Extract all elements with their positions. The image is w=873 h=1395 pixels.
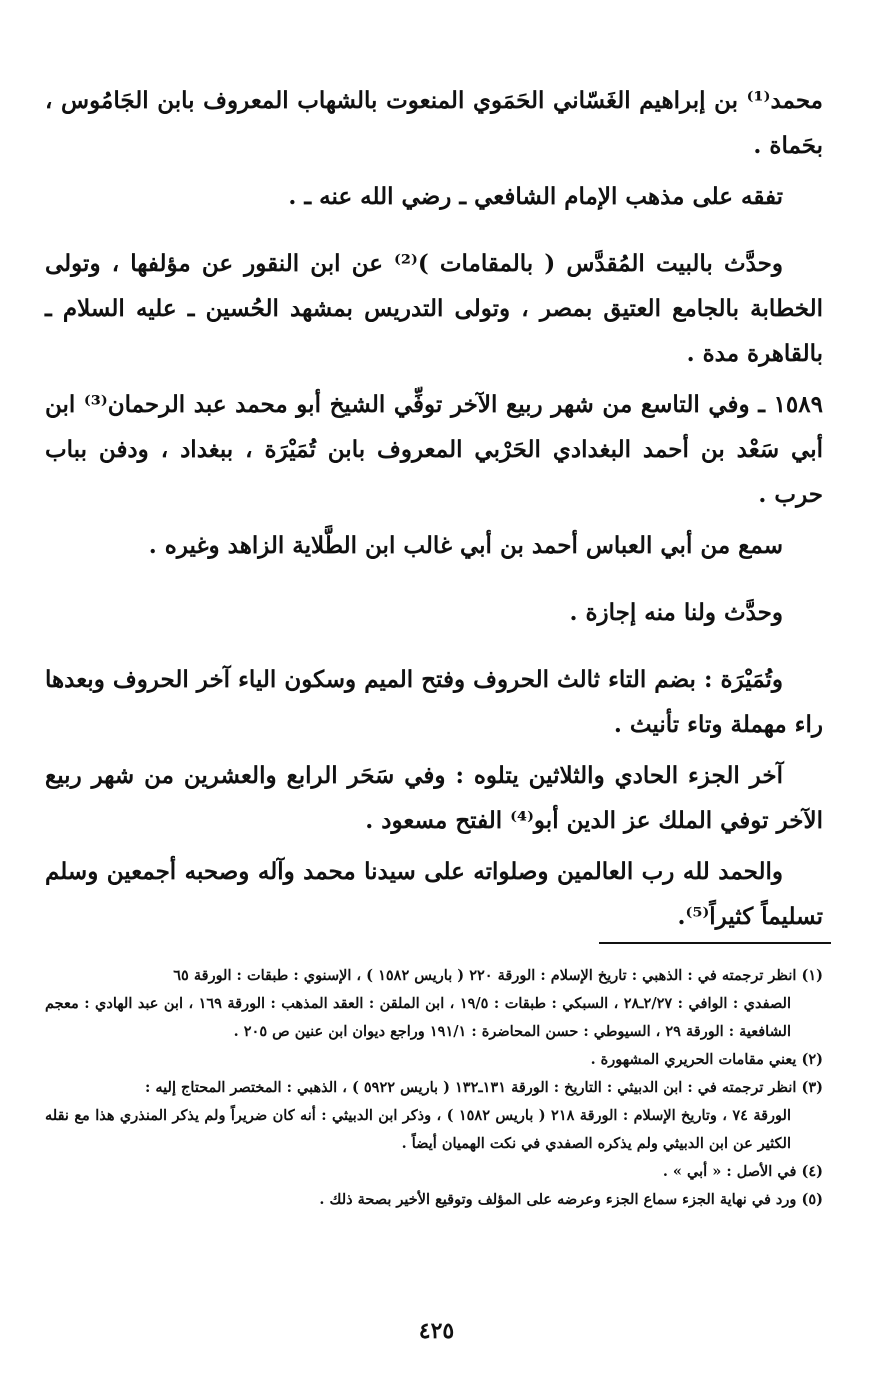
paragraph-end-of-part: آخر الجزء الحادي والثلاثين يتلوه : وفي سَحَر الرابع والعشرين من شهر ربيع الآخر توفي الملك عز الدين أبو⁽⁴⁾ الفتح مسعود . <box>45 762 823 834</box>
footnote-text: في الأصل : « أبي » . <box>662 1163 797 1180</box>
paragraph-entry-1589: ١٥٨٩ ـ وفي التاسع من شهر ربيع الآخر توفِّي الشيخ أبو محمد عبد الرحمان⁽³⁾ ابن أبي سَعْد بن أحمد البغدادي الحَرْبي المعروف بابن تُمَيْرَة ، ببغداد ، ودفن بباب حرب . <box>45 391 823 508</box>
footnote-1 <box>45 962 823 1046</box>
footnote-text: ورد في نهاية الجزء سماع الجزء وعرضه على المؤلف وتوقيع الأخير بصحة ذلك . <box>319 1191 797 1208</box>
page-number: ٤٢٥ <box>418 1318 455 1344</box>
footnote-marker: (٣) <box>801 1079 823 1096</box>
paragraph-ijaza: وحدَّث ولنا منه إجازة . <box>569 599 783 626</box>
footnote-5 <box>45 1186 823 1214</box>
footnote-3 <box>45 1074 823 1158</box>
footnote-text: انظر ترجمته في : ابن الدبيثي : التاريخ : الورقة ١٣١ـ١٣٢ ( باريس ٥٩٢٢ ) ، الذهبي : المختصر المحتاج إليه : <box>145 1079 797 1096</box>
paragraph-entry-muhammad: محمد⁽¹⁾ بن إبراهيم الغَسّاني الحَمَوي المنعوت بالشهاب المعروف بابن الجَامُوس ، بحَماة . <box>45 87 823 159</box>
main-text <box>45 78 823 945</box>
footnote-continuation: الصفدي : الوافي : ٢/٢٧ـ٢٨ ، السبكي : طبقات : ١٩/٥ ، ابن الملقن : العقد المذهب : الورقة ١٦٩ ، ابن عبد الهادي : معجم الشافعية : الورقة ٢٩ ، السيوطي : حسن المحاضرة : ١٩١/١ وراجع ديوان ابن عنين ص ٢٠٥ . <box>45 995 792 1040</box>
footnote-marker: (٥) <box>801 1191 823 1208</box>
footnote-divider <box>599 942 831 944</box>
footnotes <box>45 962 823 1214</box>
paragraph-haddath: وحدَّث بالبيت المُقدَّس ( بالمقامات )⁽²⁾ عن ابن النقور عن مؤلفها ، وتولى الخطابة بالجامع العتيق بمصر ، وتولى التدريس بمشهد الحُسين ـ عليه السلام ـ بالقاهرة مدة . <box>45 250 823 367</box>
footnote-marker: (٤) <box>801 1163 823 1180</box>
footnote-text: يعني مقامات الحريري المشهورة . <box>590 1051 797 1068</box>
footnote-4 <box>45 1158 823 1186</box>
footnote-2 <box>45 1046 823 1074</box>
footnote-text: انظر ترجمته في : الذهبي : تاريخ الإسلام : الورقة ٢٢٠ ( باريس ١٥٨٢ ) ، الإسنوي : طبقات : الورقة ٦٥ <box>173 967 797 984</box>
paragraph-closing-praise: والحمد لله رب العالمين وصلواته على سيدنا محمد وآله وصحبه أجمعين وسلم تسليماً كثيراً⁽⁵⁾. <box>45 858 823 930</box>
footnote-continuation: الورقة ٧٤ ، وتاريخ الإسلام : الورقة ٢١٨ ( باريس ١٥٨٢ ) ، وذكر ابن الدبيثي : أنه كان ضريراً ولم يذكر المنذري هذا مع نقله الكثير عن ابن الدبيثي ولم يذكره الصفدي في نكت الهميان أيضاً . <box>45 1107 791 1152</box>
footnote-marker: (٢) <box>801 1051 823 1068</box>
paragraph-samia: سمع من أبي العباس أحمد بن أبي غالب ابن الطَّلاية الزاهد وغيره . <box>148 532 783 559</box>
paragraph-tumayra: وتُمَيْرَة : بضم التاء ثالث الحروف وفتح الميم وسكون الياء آخر الحروف وبعدها راء مهملة وتاء تأنيث . <box>45 666 823 738</box>
footnote-marker: (١) <box>801 967 823 984</box>
paragraph-tafaqqah: تفقه على مذهب الإمام الشافعي ـ رضي الله عنه ـ . <box>288 183 783 210</box>
